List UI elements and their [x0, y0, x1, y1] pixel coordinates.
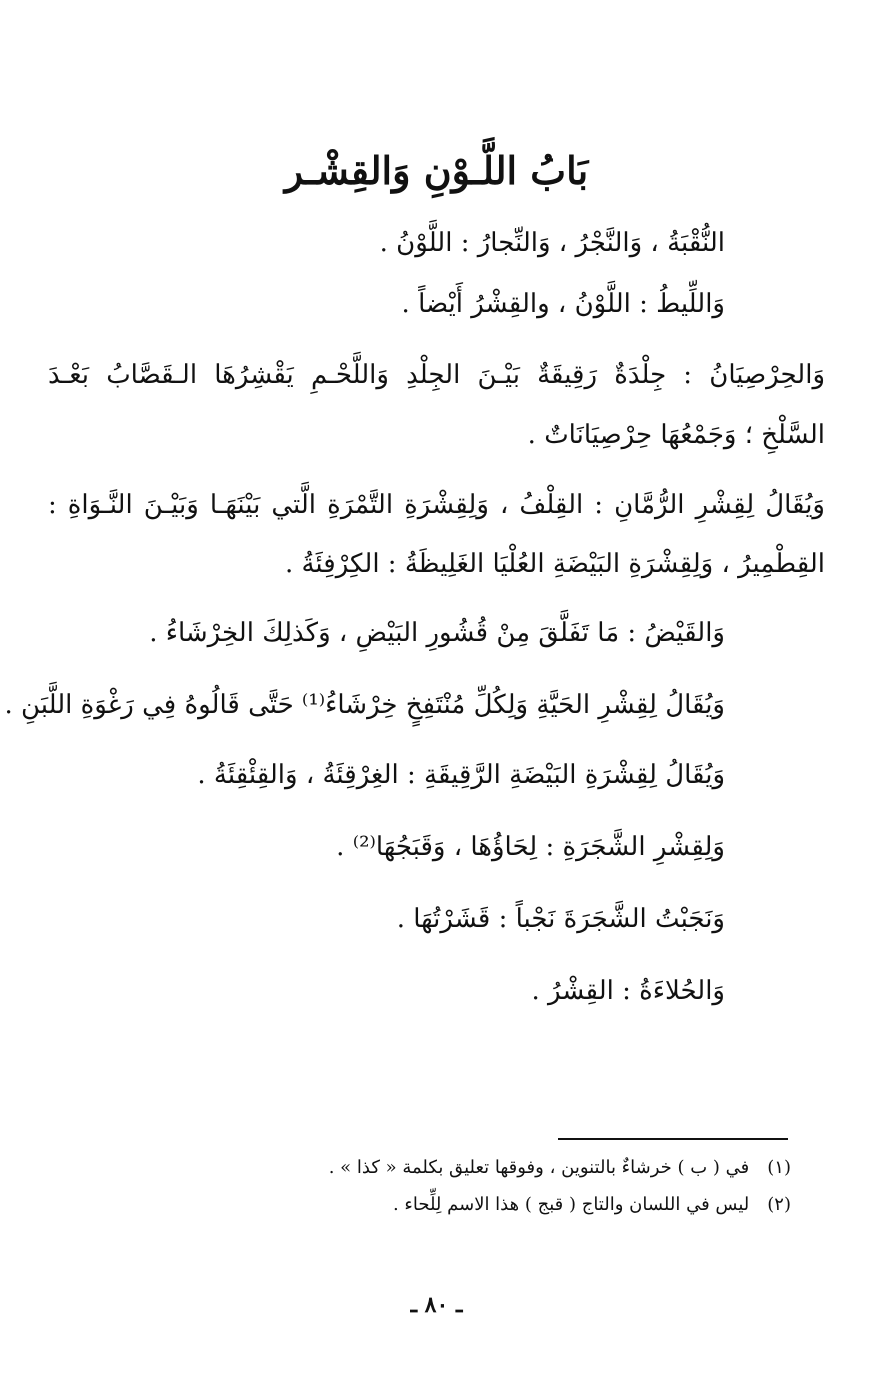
footnote: [329, 1156, 791, 1179]
text-line: النُّقْبَةُ ، وَالنَّجْرُ ، وَالنِّجارُ : اللَّوْنُ .: [379, 228, 725, 258]
text-line: وَلِقِشْرِ الشَّجَرَةِ : لِحَاؤُهَا ، وَقَبَجُهَا⁽²⁾ .: [336, 832, 725, 862]
text-line: وَاللِّيطُ : اللَّوْنُ ، والقِشْرُ أَيْضاً .: [401, 289, 725, 319]
text-line: وَيُقَالُ لِقِشْرِ الحَيَّةِ وَلِكُلِّ مُنْتَفِخٍ خِرْشَاءُ⁽¹⁾ حَتَّى قَالُوهُ فِي رَغْوَةِ اللَّبَنِ .: [4, 690, 725, 720]
footnote-number: (٢): [767, 1194, 791, 1215]
text-line: وَالحِرْصِيَانُ : جِلْدَةٌ رَقِيقَةٌ بَيْـنَ الجِلْدِ وَاللَّحْـمِ يَقْشِرُهَا الـقَصَّابُ بَعْـدَ: [48, 360, 825, 390]
chapter-title: بَابُ اللَّـوْنِ وَالقِشْـر: [284, 148, 589, 193]
footnote-divider: [558, 1138, 788, 1140]
footnote-number: (١): [767, 1157, 791, 1178]
text-line: وَالقَيْضُ : مَا تَفَلَّقَ مِنْ قُشُورِ البَيْضِ ، وَكَذلِكَ الخِرْشَاءُ .: [149, 618, 725, 648]
footnote-text: في ( ب ) خرشاءٌ بالتنوين ، وفوقها تعليق بكلمة « كذا » .: [328, 1157, 750, 1178]
text-line: وَالحُلاءَةُ : القِشْرُ .: [531, 976, 725, 1006]
page-number: ـ ٨٠ ـ: [410, 1292, 463, 1318]
text-line: السَّلْخِ ؛ وَجَمْعُهَا حِرْصِيَانَاتٌ .: [527, 420, 825, 450]
footnote-text: ليس في اللسان والتاج ( قبج ) هذا الاسم لِلِّحاء .: [392, 1194, 750, 1215]
text-line: وَيُقَالُ لِقِشْرِ الرُّمَّانِ : القِلْفُ ، وَلِقِشْرَةِ التَّمْرَةِ الَّتي بَيْنَهَـا وَبَيْـنَ النَّـوَاةِ :: [48, 490, 825, 520]
text-line: وَنَجَبْتُ الشَّجَرَةَ نَجْباً : قَشَرْتُهَا .: [396, 904, 725, 934]
text-line: القِطْمِيرُ ، وَلِقِشْرَةِ البَيْضَةِ العُلْيَا الغَلِيظَةُ : الكِرْفِئَةُ .: [284, 549, 825, 579]
text-line: وَيُقَالُ لِقِشْرَةِ البَيْضَةِ الرَّقِيقَةِ : الغِرْقِئَةُ ، وَالقِئْقِئَةُ .: [197, 760, 725, 790]
footnote: [393, 1193, 791, 1216]
